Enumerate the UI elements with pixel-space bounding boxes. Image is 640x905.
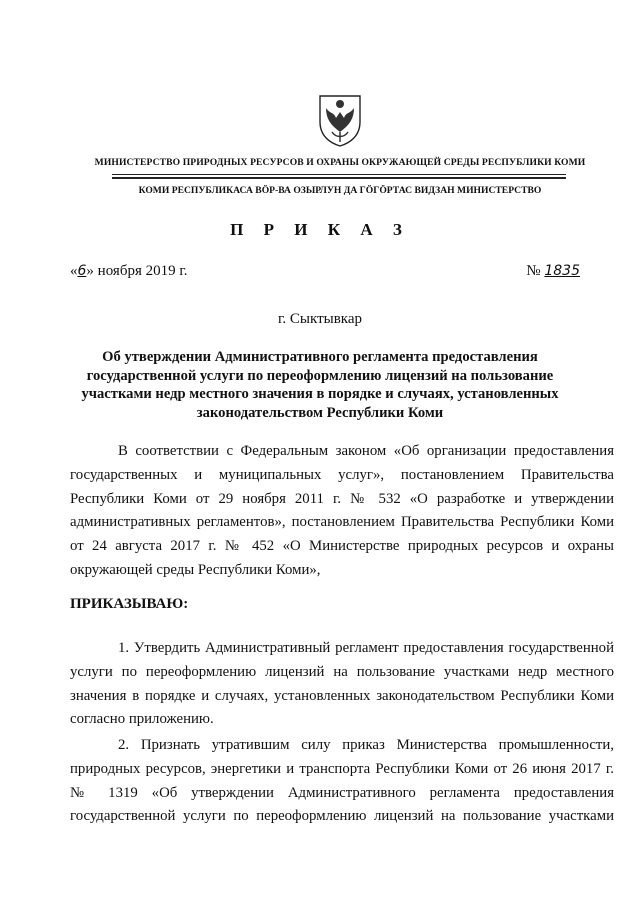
order-item-2 [70,734,614,829]
item-line: услуги по переоформлению лицензий на пользование участками недр местного [70,663,614,680]
order-subject [70,348,570,422]
date-month-year: » ноября 2019 г. [86,263,188,279]
subject-line: участками недр местного значения в порядке и случаях, установленных [81,386,559,402]
item-line: 1. Утвердить Административный регламент предоставления государственной [118,640,614,656]
coat-of-arms-icon [316,92,364,148]
preamble-line: государственных и муниципальных услуг», постановлением Правительства [70,466,614,483]
preamble-line: Республики Коми от 29 ноября 2011 г. № 532 «О разработке и утверждении [70,490,614,507]
number-handwritten: 1835 [544,263,580,279]
preamble-line: окружающей среды Республики Коми», [70,561,321,578]
item-line: 2. Признать утратившим силу приказ Министерства промышленности, [118,737,614,753]
order-heading: ПРИКАЗЫВАЮ: [70,596,189,612]
order-item-1 [70,637,614,732]
item-line: значения в порядке и случаях, установленных законодательством Республики Коми [70,687,614,704]
ministry-name-komi: КОМИ РЕСПУБЛИКАСА ВӦР-ВА ОЗЫРЛУН ДА ГӦГӦРТАС ВИДЗАН МИНИСТЕРСТВО [138,185,542,196]
document-title: П Р И К А З [230,220,410,239]
date-day-handwritten: 6 [77,263,87,279]
item-line: природных ресурсов, энергетики и транспорта Республики Коми от 26 июня 2017 г. [70,760,614,777]
item-line: согласно приложению. [70,711,214,728]
item-line: № 1319 «Об утверждении Административного регламента предоставления [70,784,614,801]
ministry-name-russian: МИНИСТЕРСТВО ПРИРОДНЫХ РЕСУРСОВ И ОХРАНЫ ОКРУЖАЮЩЕЙ СРЕДЫ РЕСПУБЛИКИ КОМИ [94,157,586,168]
preamble-line: В соответствии с Федеральным законом «Об организации предоставления [118,443,614,459]
number-label: № [526,263,541,279]
order-number [526,263,580,280]
city-name: г. Сыктывкар [277,311,363,327]
preamble-line: административных регламентов», постановлением Правительства Республики Коми [70,514,614,531]
subject-line: государственной услуги по переоформлению лицензий на пользование [86,367,554,384]
header-divider-thin [112,174,566,175]
preamble-paragraph [70,440,614,583]
header-divider-thick [112,177,566,179]
date-open-quote: « [70,263,78,279]
subject-line: Об утверждении Административного регламента предоставления [102,349,538,365]
preamble-line: от 24 августа 2017 г. № 452 «О Министерстве природных ресурсов и охраны [70,538,614,555]
item-line: государственной услуги по переоформлению лицензий на пользование участками [70,808,614,825]
order-date [70,263,188,280]
subject-line: законодательством Республики Коми [196,404,444,421]
